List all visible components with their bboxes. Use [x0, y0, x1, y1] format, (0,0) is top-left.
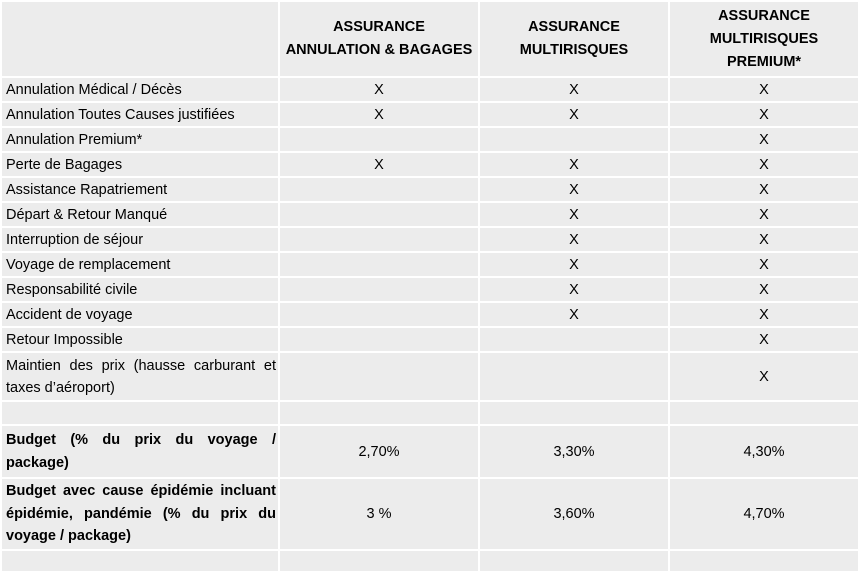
coverage-mark: X	[669, 352, 858, 401]
budget-epidemic-value: 4,70%	[669, 478, 858, 550]
row-label: Perte de Bagages	[1, 152, 279, 177]
spacer-row	[1, 550, 858, 572]
coverage-mark	[279, 177, 479, 202]
budget-epidemic-value: 3 %	[279, 478, 479, 550]
coverage-mark: X	[479, 102, 669, 127]
coverage-mark: X	[479, 277, 669, 302]
table-row	[1, 252, 858, 277]
table-row	[1, 302, 858, 327]
coverage-mark: X	[479, 152, 669, 177]
row-label: Annulation Toutes Causes justifiées	[1, 102, 279, 127]
row-label: Accident de voyage	[1, 302, 279, 327]
row-label: Départ & Retour Manqué	[1, 202, 279, 227]
coverage-mark	[279, 252, 479, 277]
table-row	[1, 202, 858, 227]
coverage-mark: X	[669, 302, 858, 327]
coverage-mark: X	[669, 202, 858, 227]
header-row	[1, 1, 858, 77]
row-label: Responsabilité civile	[1, 277, 279, 302]
table-row	[1, 152, 858, 177]
budget-epidemic-value: 3,60%	[479, 478, 669, 550]
coverage-mark	[279, 352, 479, 401]
budget-value: 3,30%	[479, 425, 669, 478]
coverage-mark	[279, 327, 479, 352]
coverage-mark	[279, 127, 479, 152]
coverage-mark	[279, 302, 479, 327]
budget-epidemic-label: Budget avec cause épidémie incluant épidémie, pandémie (% du prix du voyage / package)	[1, 478, 279, 550]
coverage-mark: X	[669, 77, 858, 102]
column-header-multirisk-premium: ASSURANCE MULTIRISQUES PREMIUM*	[669, 1, 858, 77]
budget-value: 4,30%	[669, 425, 858, 478]
coverage-mark: X	[669, 127, 858, 152]
coverage-mark: X	[669, 327, 858, 352]
coverage-mark: X	[479, 227, 669, 252]
coverage-mark: X	[279, 102, 479, 127]
table-row	[1, 227, 858, 252]
row-label: Interruption de séjour	[1, 227, 279, 252]
budget-label: Budget (% du prix du voyage / package)	[1, 425, 279, 478]
coverage-mark: X	[479, 202, 669, 227]
coverage-mark	[279, 227, 479, 252]
row-label: Retour Impossible	[1, 327, 279, 352]
table-row	[1, 102, 858, 127]
table-row	[1, 277, 858, 302]
row-label: Annulation Médical / Décès	[1, 77, 279, 102]
coverage-mark	[479, 352, 669, 401]
table-row	[1, 77, 858, 102]
table-row	[1, 177, 858, 202]
table-row	[1, 127, 858, 152]
coverage-mark: X	[669, 277, 858, 302]
coverage-mark	[279, 277, 479, 302]
column-header-cancellation-baggage: ASSURANCE ANNULATION & BAGAGES	[279, 1, 479, 77]
row-label: Maintien des prix (hausse carburant et taxes d’aéroport)	[1, 352, 279, 401]
coverage-mark	[479, 327, 669, 352]
row-label: Voyage de remplacement	[1, 252, 279, 277]
coverage-mark: X	[479, 252, 669, 277]
column-header-multirisk: ASSURANCE MULTIRISQUES	[479, 1, 669, 77]
table-row	[1, 327, 858, 352]
row-label: Annulation Premium*	[1, 127, 279, 152]
budget-value: 2,70%	[279, 425, 479, 478]
header-corner	[1, 1, 279, 77]
coverage-mark: X	[479, 177, 669, 202]
coverage-mark	[479, 127, 669, 152]
spacer-row	[1, 401, 858, 425]
row-label: Assistance Rapatriement	[1, 177, 279, 202]
table-row	[1, 352, 858, 401]
budget-epidemic-row	[1, 478, 858, 550]
coverage-mark: X	[479, 302, 669, 327]
coverage-mark: X	[279, 152, 479, 177]
coverage-mark: X	[479, 77, 669, 102]
coverage-mark	[279, 202, 479, 227]
budget-row	[1, 425, 858, 478]
coverage-mark: X	[669, 102, 858, 127]
coverage-mark: X	[669, 227, 858, 252]
coverage-mark: X	[669, 177, 858, 202]
coverage-mark: X	[669, 152, 858, 177]
coverage-mark: X	[279, 77, 479, 102]
coverage-mark: X	[669, 252, 858, 277]
